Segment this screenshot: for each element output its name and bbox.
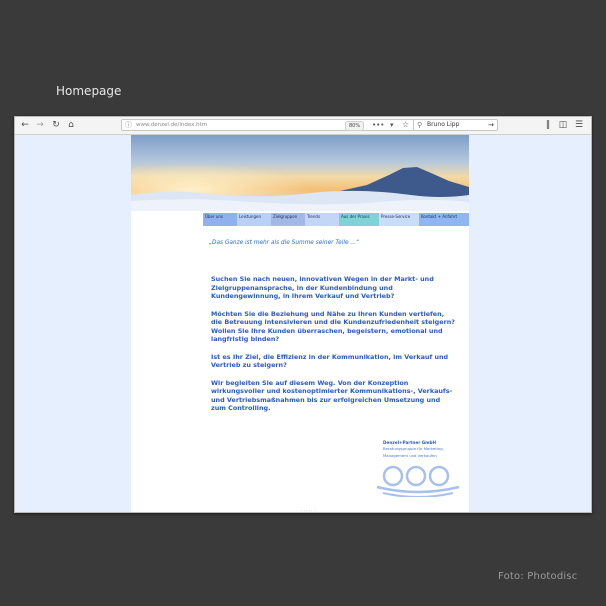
library-icon[interactable]: ‖ bbox=[545, 120, 551, 130]
company-description-1: Beratungsgruppe für Marketing, bbox=[383, 446, 444, 451]
search-bar[interactable] bbox=[413, 119, 498, 131]
company-logo bbox=[373, 463, 463, 501]
paragraph-4: Wir begleiten Sie auf diesem Weg. Von der Konzeption wirkungsvoller und kostenoptimierter Kommunikations-, Verkaufs- und Vertriebsmaßnahmen bis zur erfolgreichen Umsetzung und zum Controlling. bbox=[211, 378, 453, 412]
info-icon[interactable]: ⓘ bbox=[125, 121, 132, 129]
paragraph-1: Suchen Sie nach neuen, innovativen Wegen in der Markt- und Zielgruppenansprache, in der Kundenbindung und Kundengewinnung, in Ihrem Verkauf und Vertrieb? bbox=[211, 275, 434, 300]
tagline-quote: „Das Ganze ist mehr als die Summe seiner Teile ...“ bbox=[209, 240, 359, 246]
menu-icon[interactable]: ☰ bbox=[574, 120, 584, 130]
bookmark-star-icon[interactable]: ☆ bbox=[402, 120, 410, 129]
main-navigation bbox=[203, 213, 469, 226]
pocket-icon[interactable]: ▾ bbox=[390, 121, 394, 129]
company-info bbox=[383, 440, 463, 458]
nav-item-kontakt[interactable]: Kontakt + Anfahrt bbox=[419, 213, 469, 226]
page-viewport bbox=[15, 135, 591, 512]
nav-item-zielgruppen[interactable]: Zielgruppen bbox=[271, 213, 305, 226]
paragraph-3: Ist es Ihr Ziel, die Effizienz in der Kommunikation, im Verkauf und Vertrieb zu steigern? bbox=[211, 352, 449, 369]
zoom-level[interactable]: 80% bbox=[345, 121, 364, 131]
nav-item-ueber-uns[interactable]: Über uns bbox=[203, 213, 237, 226]
browser-window bbox=[14, 116, 592, 513]
search-icon: ⚲ bbox=[417, 121, 423, 129]
company-description-2: Management und Verkaufen bbox=[383, 452, 437, 458]
url-text[interactable]: www.denzel.de/index.htm bbox=[136, 122, 208, 128]
nav-item-leistungen[interactable]: Leistungen bbox=[237, 213, 271, 226]
search-input[interactable]: Bruno Lipp bbox=[427, 121, 460, 128]
back-icon[interactable]: ← bbox=[21, 120, 29, 130]
main-content bbox=[211, 275, 456, 422]
nav-item-trends[interactable]: Trends bbox=[305, 213, 339, 226]
hero-image bbox=[131, 135, 469, 211]
sidebar-icon[interactable]: ◫ bbox=[558, 120, 568, 130]
footer-dots: . . . . . . bbox=[301, 507, 315, 512]
nav-item-presse[interactable]: Presse-Service bbox=[379, 213, 419, 226]
company-name: Denzel+Partner GmbH bbox=[383, 440, 437, 445]
site-page bbox=[131, 135, 469, 512]
forward-icon[interactable]: → bbox=[36, 120, 44, 130]
home-icon[interactable]: ⌂ bbox=[68, 120, 74, 130]
photo-credit: Foto: Photodisc bbox=[498, 571, 578, 582]
search-go-icon[interactable]: → bbox=[488, 121, 494, 129]
nav-item-praxis[interactable]: Aus der Praxis bbox=[339, 213, 379, 226]
page-actions-icon[interactable]: ••• bbox=[372, 121, 385, 129]
reload-icon[interactable]: ↻ bbox=[52, 120, 60, 130]
browser-toolbar bbox=[15, 117, 591, 135]
paragraph-2: Möchten Sie die Beziehung und Nähe zu Ihren Kunden vertiefen, die Betreuung intensivieren und die Kundenzufriedenheit steigern? Wollen Sie Ihre Kunden überraschen, begeistern, emotional und langfristig binden? bbox=[211, 309, 456, 343]
page-label: Homepage bbox=[56, 84, 122, 98]
url-bar[interactable] bbox=[121, 119, 421, 131]
